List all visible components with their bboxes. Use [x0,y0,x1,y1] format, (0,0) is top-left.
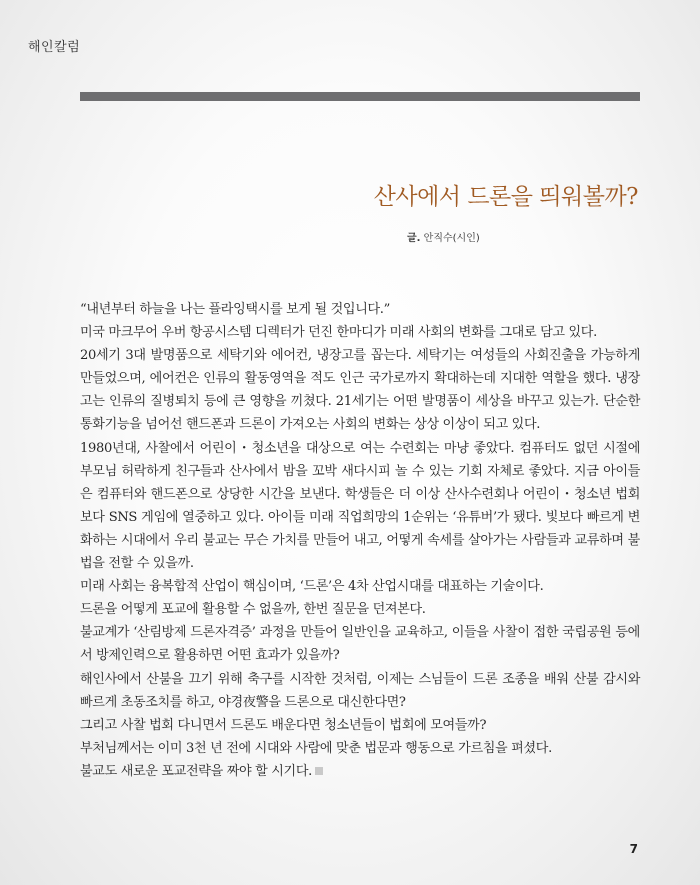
article-title: 산사에서 드론을 띄워볼까? [373,184,638,210]
header-divider [80,92,640,101]
paragraph: 20세기 3대 발명품으로 세탁기와 에어컨, 냉장고를 꼽는다. 세탁기는 여성들의 사회진출을 가능하게 만들었으며, 에어컨은 인류의 활동영역을 적도 인근 국가로까지 확대하는데 지대한 역할을 했다. 냉장고는 인류의 질병퇴치 등에 큰 영향을 끼쳤다. 21세기는 어떤 발명품이 세상을 바꾸고 있는가. 단순한 통화기능을 넘어선 핸드폰과 드론이 가져오는 사회의 변화는 상상 이상이 되고 있다. [80,348,640,433]
paragraph: 그리고 사찰 법회 다니면서 드론도 배운다면 청소년들이 법회에 모여들까? [80,717,487,733]
paragraph: 부처님께서는 이미 3천 년 전에 시대와 사람에 맞춘 법문과 행동으로 가르침을 펴셨다. [80,740,552,756]
article-body [80,298,640,783]
paragraph: 해인사에서 산불을 끄기 위해 축구를 시작한 것처럼, 이제는 스님들이 드론 조종을 배워 산불 감시와 빠르게 초동조치를 하고, 야경夜警을 드론으로 대신한다면? [80,671,640,710]
paragraph: 미국 마크무어 우버 항공시스템 디렉터가 던진 한마디가 미래 사회의 변화를 그대로 담고 있다. [80,325,597,341]
section-label: 해인칼럼 [28,40,81,55]
end-mark-square [315,767,323,775]
paragraph-final [80,760,640,783]
article-byline [407,229,480,244]
paragraph: 1980년대, 사찰에서 어린이・청소년을 대상으로 여는 수련회는 마냥 좋았다. 컴퓨터도 없던 시절에 부모님 허락하게 친구들과 산사에서 밤을 꼬박 새다시피 놀 수 있는 기회 자체로 좋았다. 지금 아이들은 컴퓨터와 핸드폰으로 상당한 시간을 보낸다. 학생들은 더 이상 산사수련회나 어린이・청소년 법회보다 SNS 게임에 열중하고 있다. 아이들 미래 직업희망의 1순위는 ‘유튜버’가 됐다. 빛보다 빠르게 변화하는 시대에서 우리 불교는 무슨 가치를 만들어 내고, 어떻게 속세를 살아가는 사람들과 교류하며 불법을 전할 수 있을까. [80,440,640,572]
paragraph: 드론을 어떻게 포교에 활용할 수 없을까, 한번 질문을 던져본다. [80,602,426,618]
paragraph: 미래 사회는 융복합적 산업이 핵심이며, ‘드론’은 4차 산업시대를 대표하는 기술이다. [80,579,544,595]
byline-author: 안직수(시인) [423,233,480,244]
page-number: 7 [629,842,638,856]
paragraph: 불교계가 ‘산림방제 드론자격증’ 과정을 만들어 일반인을 교육하고, 이들을 사찰이 접한 국립공원 등에서 방제인력으로 활용하면 어떤 효과가 있을까? [80,625,640,664]
final-sentence: 불교도 새로운 포교전략을 짜야 할 시기다. [80,763,312,779]
byline-prefix: 글. [407,233,421,244]
paragraph-quote: “내년부터 하늘을 나는 플라잉택시를 보게 될 것입니다.” [80,302,390,317]
